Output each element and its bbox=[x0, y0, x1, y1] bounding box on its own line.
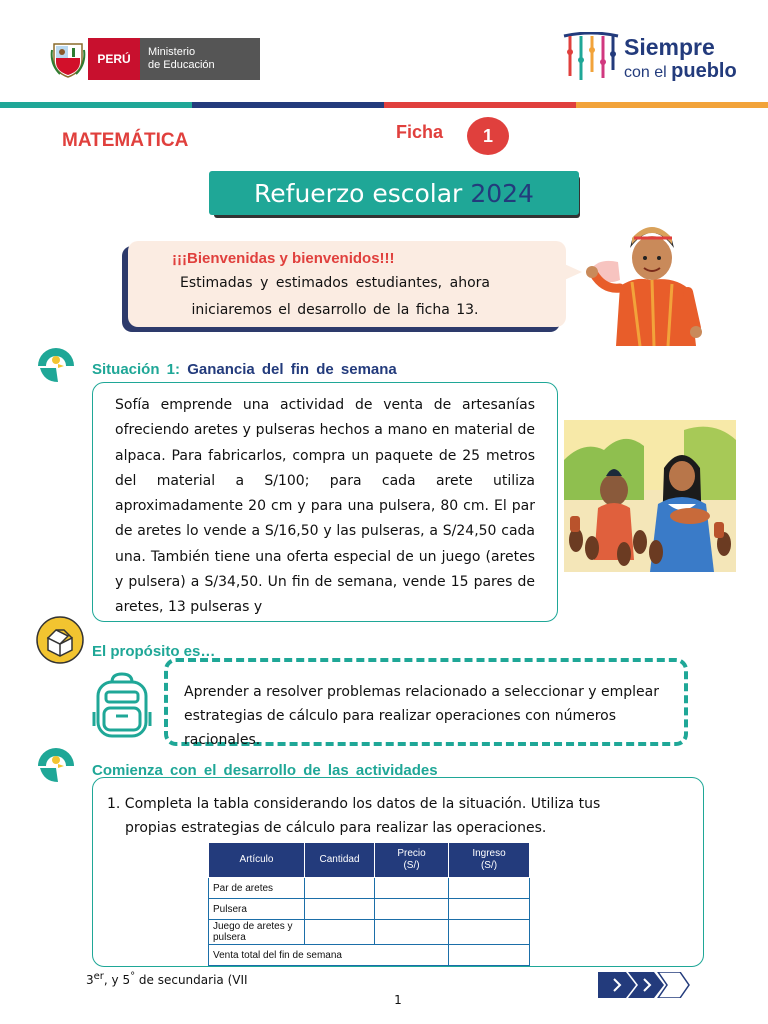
speech-bubble-tail bbox=[560, 262, 582, 282]
slogan-subtitle bbox=[624, 60, 737, 83]
table-row bbox=[209, 878, 530, 899]
subject-title: MATEMÁTICA bbox=[62, 130, 189, 151]
table-header-cell bbox=[375, 843, 449, 878]
slogan-title: Siempre bbox=[624, 34, 715, 60]
table-total-label: Venta total del fin de semana bbox=[209, 945, 449, 966]
siempre-con-el-pueblo-logo bbox=[562, 28, 737, 88]
artisan-market-illustration bbox=[564, 420, 736, 572]
colorbar-segment bbox=[192, 102, 384, 108]
table-header-cell bbox=[209, 843, 305, 878]
header-unit: (S/) bbox=[480, 860, 498, 871]
header-unit: (S/) bbox=[403, 860, 420, 871]
grade-prefix: 3 bbox=[86, 973, 94, 987]
ficha-number-badge: 1 bbox=[467, 117, 509, 155]
backpack-icon bbox=[92, 672, 152, 738]
welcome-text: Estimadas y estimados estudiantes, ahora iniciaremos el desarrollo de la ficha 13. bbox=[180, 275, 490, 318]
purpose-label: El propósito es… bbox=[92, 643, 216, 660]
colorbar-segment bbox=[0, 102, 192, 108]
table-cell[interactable] bbox=[305, 899, 375, 920]
chevron-right-icon bbox=[598, 972, 690, 998]
grade-sup1: er bbox=[93, 971, 104, 982]
table-cell[interactable] bbox=[305, 920, 375, 945]
colorbar-segment bbox=[576, 102, 768, 108]
ministry-line2: de Educación bbox=[148, 59, 215, 71]
purpose-box bbox=[164, 658, 688, 746]
table-cell[interactable] bbox=[305, 878, 375, 899]
coat-of-arms-icon bbox=[50, 40, 86, 78]
slogan-prefix: con el bbox=[624, 64, 667, 81]
table-header-row bbox=[209, 843, 530, 878]
reinforcement-banner bbox=[209, 171, 579, 215]
open-box-icon bbox=[36, 616, 84, 664]
table-cell[interactable] bbox=[449, 945, 530, 966]
situation-label: Situación 1: bbox=[92, 361, 181, 378]
activity-item-1-line1: 1. Completa la tabla considerando los datos de la situación. Utiliza tus bbox=[107, 796, 601, 812]
header-text: Artículo bbox=[239, 854, 274, 865]
activity-item-1-line2: propias estrategias de cálculo para realizar las operaciones. bbox=[125, 820, 547, 836]
banner-year: 2024 bbox=[470, 178, 534, 208]
activity-item-1 bbox=[107, 792, 667, 840]
quipu-icon bbox=[562, 32, 620, 84]
situation-heading bbox=[92, 361, 397, 378]
grade-rest: de secundaria (VII bbox=[135, 973, 248, 987]
grade-middle: , y 5 bbox=[103, 973, 131, 987]
table-cell: Juego de aretes y pulsera bbox=[209, 920, 305, 945]
ministry-name bbox=[140, 38, 260, 80]
table-cell[interactable] bbox=[449, 878, 530, 899]
table-cell[interactable] bbox=[449, 920, 530, 945]
situation-text: Sofía emprende una actividad de venta de artesanías ofreciendo aretes y pulseras hechos a mano en material de alpaca. Para fabricarlos, compra un paquete de 25 metros del material a S/100; para cada arete utiliza aproximadamente 20 cm y para una pulsera, 80 cm. El par de aretes lo vende a S/16,50 y las pulseras, a S/24,50 cada una. También tiene una oferta especial de un juego (aretes y pulsera) a S/34,50. Un fin de semana, vende 15 pares de aretes, 13 pulseras y bbox=[115, 397, 535, 616]
table-cell[interactable] bbox=[449, 899, 530, 920]
table-cell[interactable] bbox=[375, 878, 449, 899]
peru-label: PERÚ bbox=[88, 38, 140, 80]
ficha-label: Ficha bbox=[396, 122, 444, 142]
table-cell: Par de aretes bbox=[209, 878, 305, 899]
page-number: 1 bbox=[394, 993, 402, 1007]
situation-box bbox=[92, 382, 558, 622]
table-cell[interactable] bbox=[375, 920, 449, 945]
table-header-cell bbox=[449, 843, 530, 878]
ministry-logo bbox=[50, 38, 260, 80]
table-row bbox=[209, 920, 530, 945]
ministry-line1: Ministerio bbox=[148, 46, 196, 58]
table-total-row bbox=[209, 945, 530, 966]
header-text: Ingreso bbox=[472, 848, 506, 859]
header-color-bar bbox=[0, 102, 768, 108]
activities-label: Comienza con el desarrollo de las actividades bbox=[92, 762, 438, 779]
banner-text: Refuerzo escolar bbox=[254, 178, 463, 208]
header-text: Precio bbox=[397, 848, 426, 859]
welcome-title: ¡¡¡Bienvenidas y bienvenidos!!! bbox=[172, 250, 395, 267]
table-header-cell bbox=[305, 843, 375, 878]
table-cell[interactable] bbox=[375, 899, 449, 920]
purpose-text: Aprender a resolver problemas relacionado a seleccionar y emplear estrategias de cálculo para realizar operaciones con números racionales. bbox=[184, 684, 659, 748]
situation-title: Ganancia del fin de semana bbox=[187, 361, 397, 378]
table-row bbox=[209, 899, 530, 920]
table-cell: Pulsera bbox=[209, 899, 305, 920]
header-text: Cantidad bbox=[319, 854, 360, 865]
slogan-bold: pueblo bbox=[671, 60, 737, 82]
grade-footer bbox=[86, 971, 248, 987]
colorbar-segment bbox=[384, 102, 576, 108]
reading-bird-icon bbox=[36, 744, 76, 784]
sales-table bbox=[208, 842, 530, 966]
student-illustration bbox=[580, 218, 710, 346]
reading-bird-icon bbox=[36, 344, 76, 384]
grade-sup2: ° bbox=[130, 971, 136, 982]
